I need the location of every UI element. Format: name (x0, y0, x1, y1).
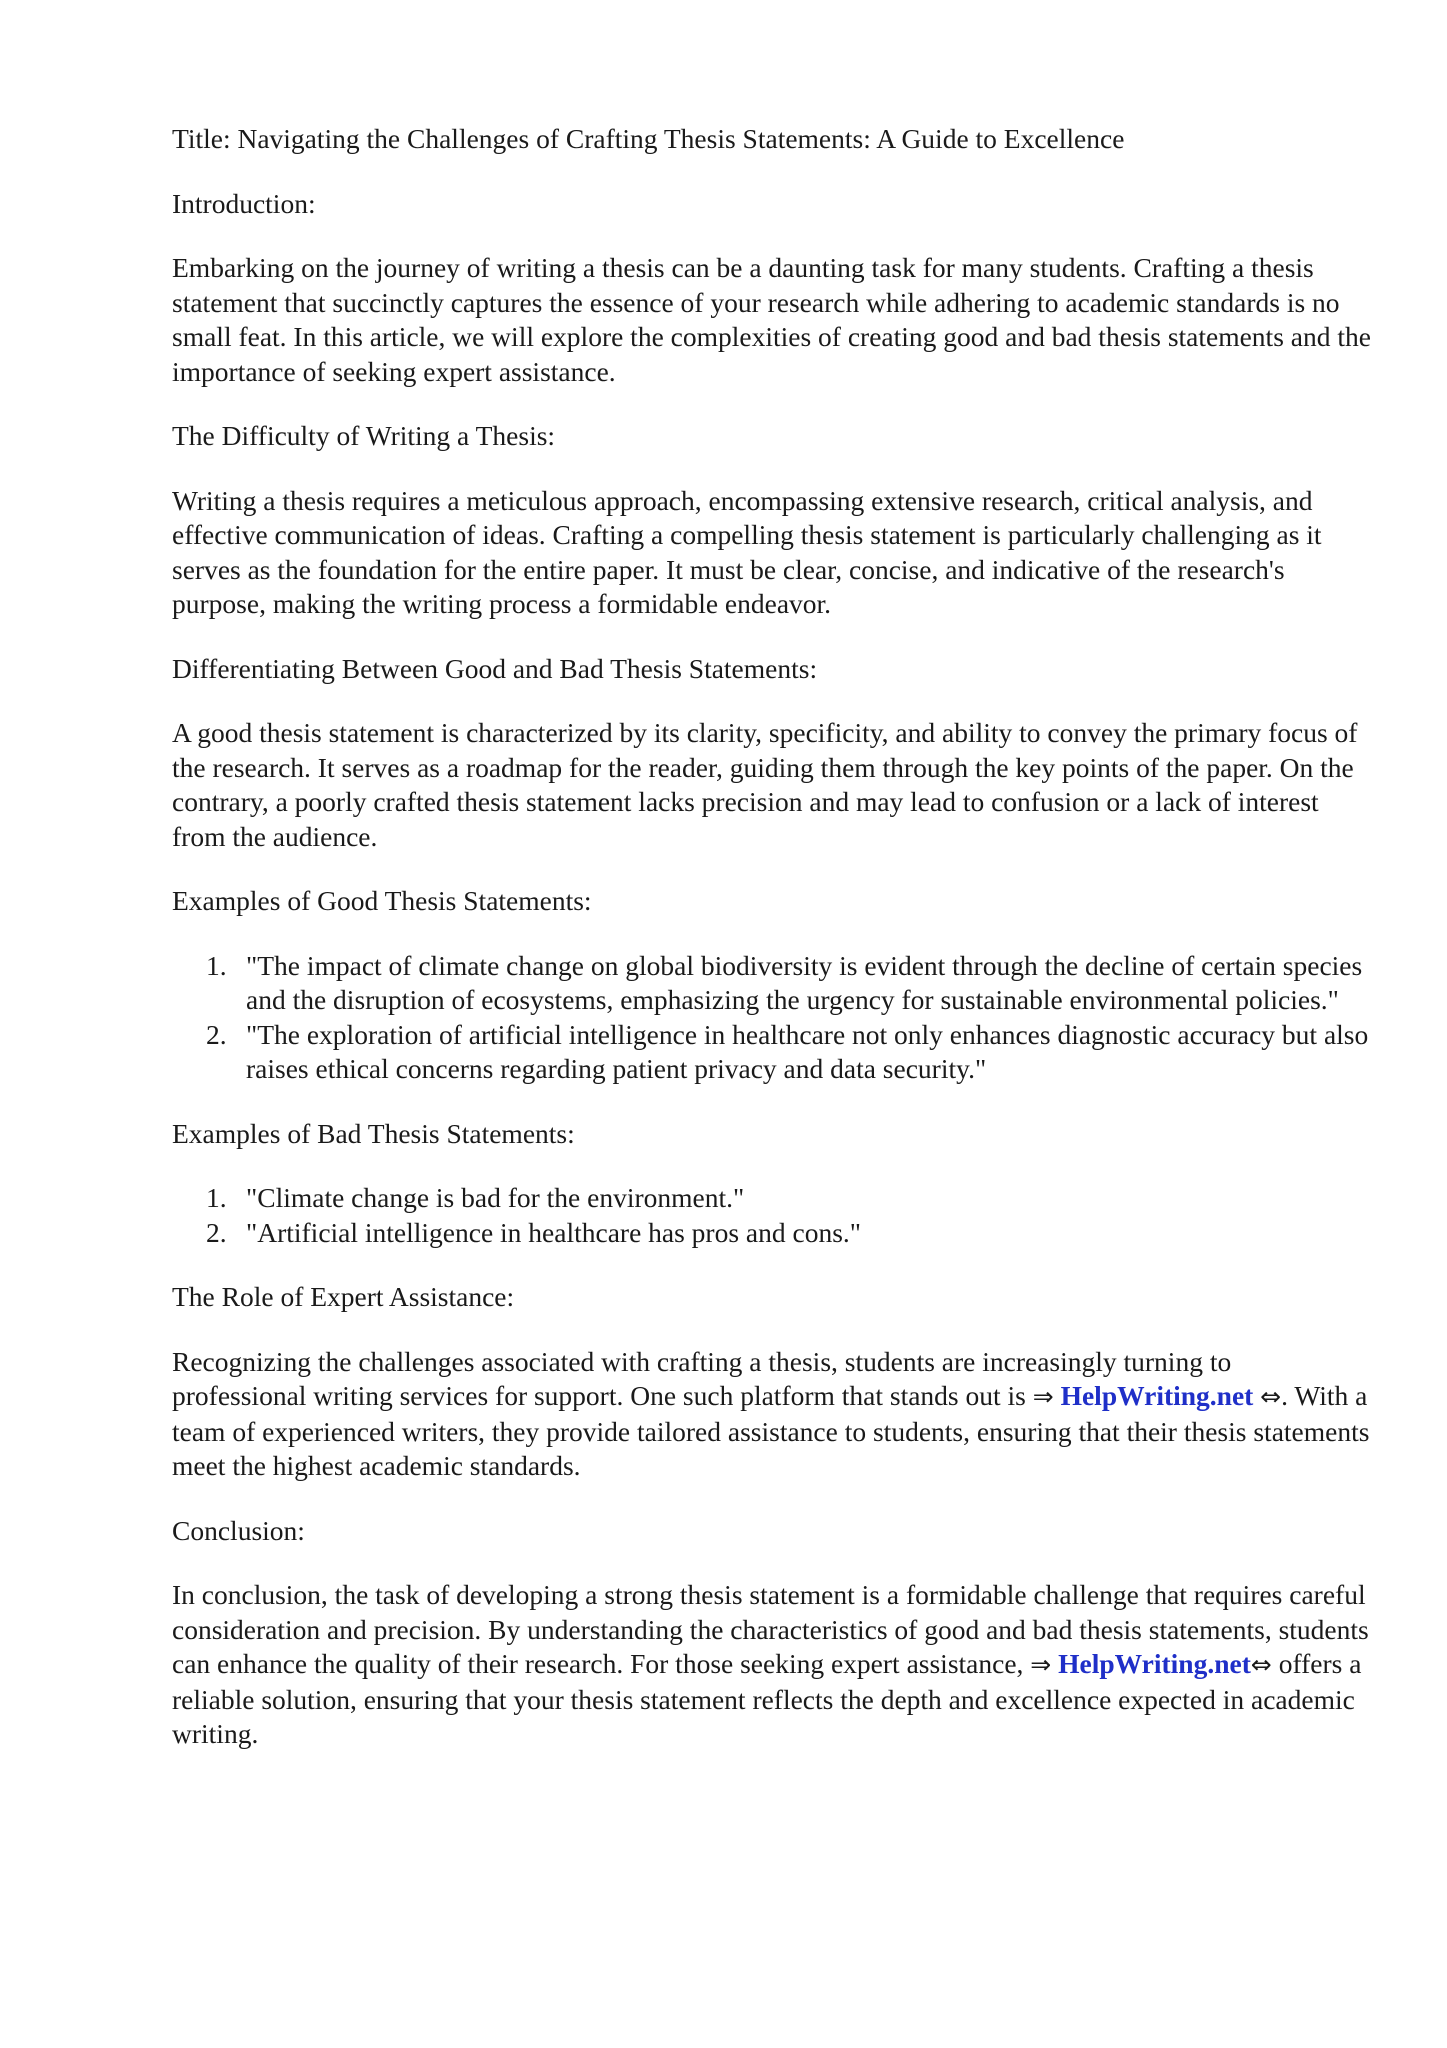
intro-heading: Introduction: (172, 187, 316, 219)
document-title: Title: Navigating the Challenges of Crafting Thesis Statements: A Guide to Excellence (172, 123, 1125, 154)
role-text-before: Recognizing the challenges associated with crafting a thesis, students are increasingly turning to professional writing services for support. One such platform that stands out is (172, 1345, 1232, 1411)
list-item-number: 2. (206, 1018, 227, 1050)
list-item-number: 1. (206, 1182, 227, 1213)
right-arrow-icon: ⇒ (1030, 1650, 1052, 1679)
conclusion-heading: Conclusion: (172, 1514, 305, 1546)
conclusion-text-after: offers a reliable solution, ensuring that your thesis statement reflects the depth and excellence expected in academic writing. (172, 1648, 1362, 1749)
difficulty-heading: The Difficulty of Writing a Thesis: (172, 420, 556, 451)
role-text-after: . With a team of experienced writers, they provide tailored assistance to students, ensuring that their thesis statements meet the highest academic standards. (172, 1380, 1370, 1481)
right-arrow-icon: ⇒ (1032, 1382, 1054, 1411)
good-examples-heading: Examples of Good Thesis Statements: (172, 885, 592, 916)
list-item (172, 1181, 1372, 1216)
list-item-text: "Artificial intelligence in healthcare has pros and cons." (246, 1216, 862, 1248)
list-item-number: 2. (206, 1216, 227, 1248)
list-item-text: "The exploration of artificial intelligence in healthcare not only enhances diagnostic accuracy but also raises ethical concerns regarding patient privacy and data security." (246, 1018, 1369, 1084)
good-examples-list (172, 949, 1372, 1087)
role-heading: The Role of Expert Assistance: (172, 1281, 515, 1312)
bad-examples-heading: Examples of Bad Thesis Statements: (172, 1117, 575, 1149)
helpwriting-link[interactable]: HelpWriting.net (1058, 1648, 1251, 1679)
differentiating-heading: Differentiating Between Good and Bad Thesis Statements: (172, 652, 818, 684)
list-item-text: "Climate change is bad for the environment." (246, 1182, 745, 1213)
list-item (172, 949, 1372, 1018)
document-body (172, 122, 1372, 1782)
conclusion-paragraph (172, 1578, 1372, 1752)
difficulty-paragraph: Writing a thesis requires a meticulous approach, encompassing extensive research, critical analysis, and effective communication of ideas. Crafting a compelling thesis statement is particularly challenging as it serves as the foundation for the entire paper. It must be clear, concise, and indicative of the research's purpose, making the writing process a formidable endeavor. (172, 484, 1322, 619)
list-item (172, 1018, 1372, 1087)
list-item-number: 1. (206, 949, 227, 981)
bad-examples-list (172, 1181, 1372, 1250)
double-arrow-icon: ⇔ (1250, 1650, 1272, 1679)
double-arrow-icon: ⇔ (1260, 1382, 1282, 1411)
intro-paragraph: Embarking on the journey of writing a thesis can be a daunting task for many students. Crafting a thesis statement that succinctly captures the essence of your research while adhering to academic standards is no small feat. In this article, we will explore the complexities of creating good and bad thesis statements and the importance of seeking expert assistance. (172, 252, 1371, 387)
differentiating-paragraph: A good thesis statement is characterized by its clarity, specificity, and ability to convey the primary focus of the research. It serves as a roadmap for the reader, guiding them through the key points of the paper. On the contrary, a poorly crafted thesis statement lacks precision and may lead to confusion or a lack of interest from the audience. (172, 717, 1358, 852)
role-paragraph (172, 1345, 1372, 1484)
list-item-text: "The impact of climate change on global biodiversity is evident through the decline of certain species and the disruption of ecosystems, emphasizing the urgency for sustainable environmental policies." (246, 949, 1363, 1015)
helpwriting-link[interactable]: HelpWriting.net (1060, 1380, 1254, 1411)
list-item (172, 1216, 1372, 1251)
conclusion-text-before: In conclusion, the task of developing a strong thesis statement is a formidable challenge that requires careful consideration and precision. By understanding the characteristics of good and bad thesis statements, students can enhance the quality of their research. For those seeking expert assistance, (172, 1579, 1369, 1679)
